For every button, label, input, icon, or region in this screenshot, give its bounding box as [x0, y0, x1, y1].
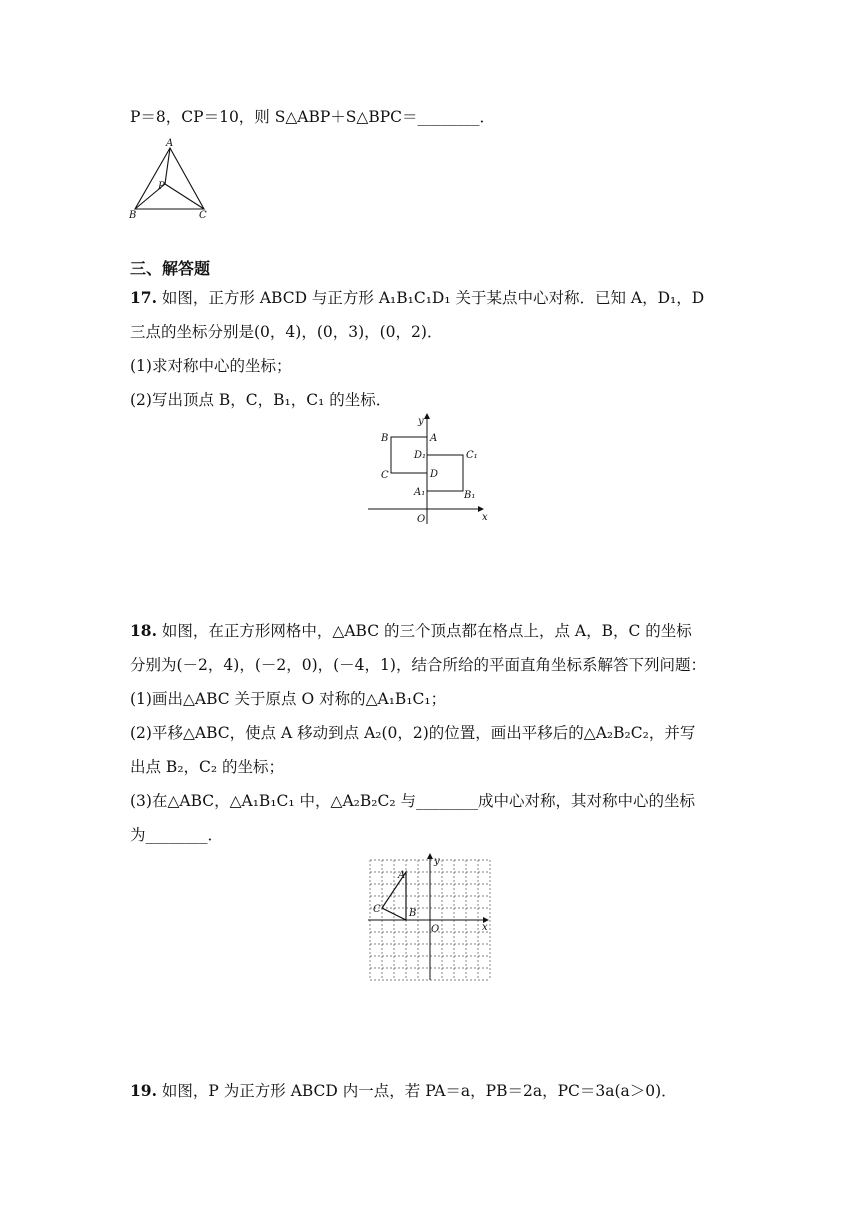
section-title: 三、解答题	[130, 259, 211, 278]
q18-line2: 分别为(－2，4)，(－2，0)，(－4，1)，结合所给的平面直角坐标系解答下列问题：	[130, 656, 706, 674]
q18-part3b: 为________．	[130, 826, 224, 844]
q18-label-x: x	[482, 922, 488, 933]
q17-label-b1: B₁	[464, 490, 476, 501]
q19-line1	[130, 1080, 677, 1102]
q16-label-c: C	[199, 210, 207, 221]
q18-line1	[130, 620, 692, 642]
q18-part2b: 出点 B₂，C₂ 的坐标；	[130, 758, 285, 776]
q18-label-b: B	[409, 908, 417, 919]
q18-part3a: (3)在△ABC，△A₁B₁C₁ 中，△A₂B₂C₂ 与________成中心对称，其对称中心的坐标	[130, 792, 695, 810]
q19-number: 19.	[130, 1081, 157, 1100]
q17-part2: (2)写出顶点 B，C，B₁，C₁ 的坐标．	[130, 391, 392, 409]
q17-label-b: B	[381, 433, 389, 444]
q18-label-a: A	[398, 870, 406, 881]
q17-label-d: D	[430, 469, 439, 480]
q18-part1: (1)画出△ABC 关于原点 O 对称的△A₁B₁C₁；	[130, 690, 447, 708]
q18-text1: 如图，在正方形网格中，△ABC 的三个顶点都在格点上，点 A，B，C 的坐标	[161, 622, 692, 640]
q16-label-a: A	[166, 138, 174, 149]
q18-part2a: (2)平移△ABC，使点 A 移动到点 A₂(0，2)的位置，画出平移后的△A₂B₂C₂，并写	[130, 724, 696, 742]
q17-text1: 如图，正方形 ABCD 与正方形 A₁B₁C₁D₁ 关于某点中心对称．已知 A，D₁，D	[161, 289, 705, 307]
q18-figure	[368, 852, 498, 982]
q18-label-c: C	[373, 904, 381, 915]
q17-label-a1: A₁	[414, 487, 426, 498]
q16-label-b: B	[129, 210, 137, 221]
q18-label-y: y	[434, 856, 440, 867]
q17-line1	[130, 287, 704, 309]
q17-label-d1: D₁	[414, 450, 427, 461]
q16-figure	[128, 138, 218, 220]
q17-label-c1: C₁	[466, 450, 478, 461]
q18-label-o: O	[431, 924, 440, 935]
q19-text1: 如图，P 为正方形 ABCD 内一点，若 PA＝a，PB＝2a，PC＝3a(a＞0)．	[161, 1082, 677, 1100]
q17-line2: 三点的坐标分别是(0，4)，(0，3)，(0，2)．	[130, 323, 443, 341]
q18-number: 18.	[130, 621, 157, 640]
q16-tail-text: P＝8，CP＝10，则 S△ABP＋S△BPC＝________．	[130, 108, 495, 126]
q17-label-x: x	[482, 512, 488, 523]
q17-label-o: O	[417, 514, 426, 525]
q17-figure	[365, 412, 495, 527]
q17-label-a: A	[430, 433, 438, 444]
q17-label-c: C	[381, 470, 389, 481]
q17-part1: (1)求对称中心的坐标；	[130, 357, 292, 375]
q17-number: 17.	[130, 288, 157, 307]
q16-label-p: P	[158, 181, 165, 192]
q17-label-y: y	[418, 416, 424, 427]
